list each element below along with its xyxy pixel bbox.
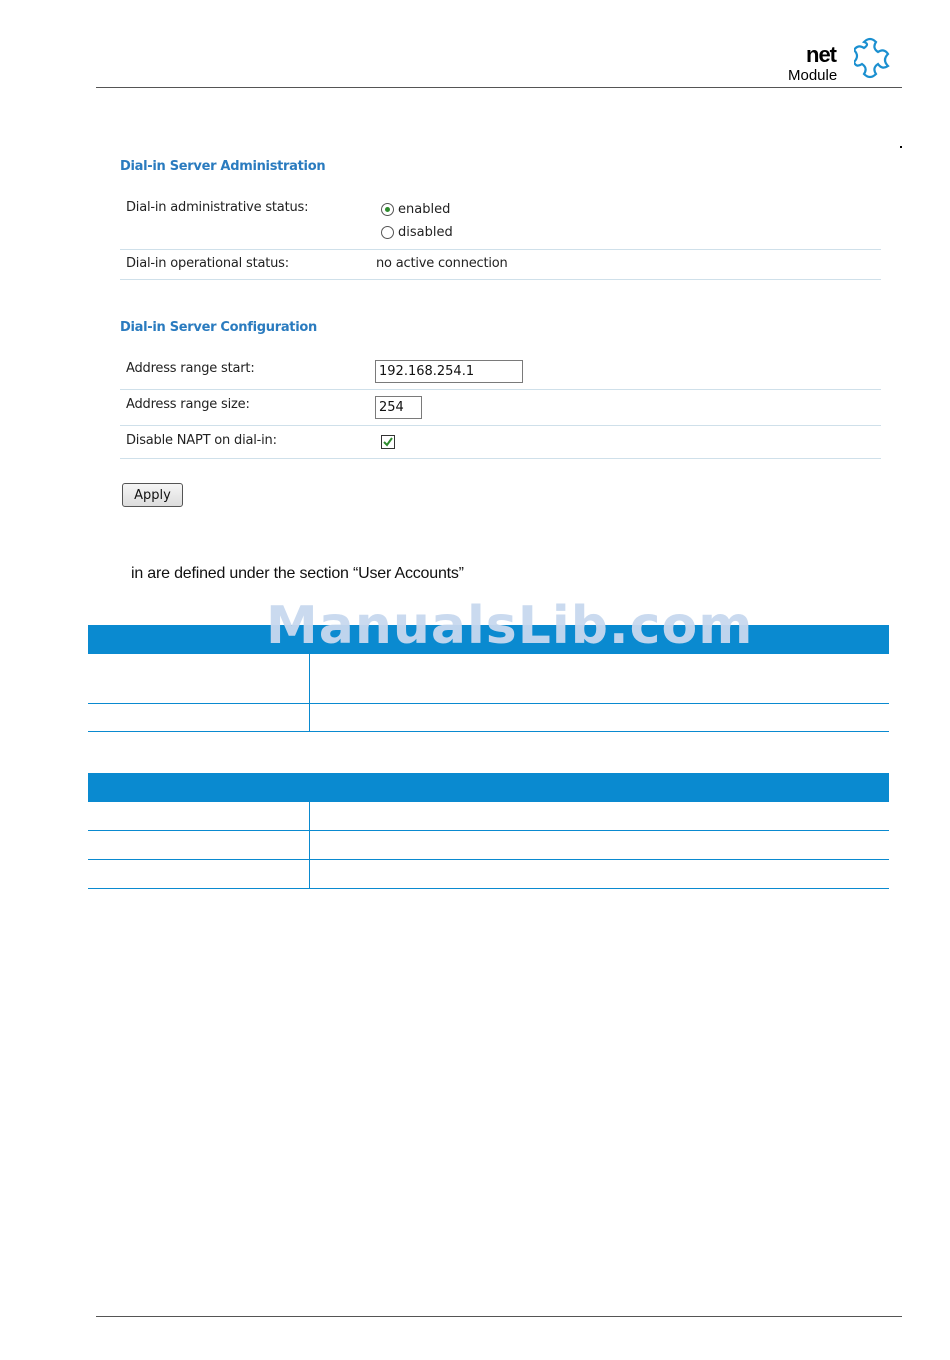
checkmark-icon xyxy=(383,437,393,447)
napt-label: Disable NAPT on dial-in: xyxy=(126,433,277,448)
oper-status-row xyxy=(120,250,881,280)
table-row xyxy=(88,704,889,732)
admin-status-label: Dial-in administrative status: xyxy=(126,200,309,215)
body-paragraph: in are defined under the section “User Accounts” xyxy=(131,565,464,582)
table-row xyxy=(88,831,889,860)
radio-enabled[interactable] xyxy=(381,202,450,217)
table-row xyxy=(88,860,889,889)
radio-disabled[interactable] xyxy=(381,225,453,240)
range-start-input[interactable]: 192.168.254.1 xyxy=(375,360,523,383)
watermark: ManualsLib.com xyxy=(266,596,754,656)
radio-enabled-icon[interactable] xyxy=(381,203,394,216)
footer-rule xyxy=(96,1316,902,1317)
apply-button[interactable]: Apply xyxy=(122,483,183,507)
config-section-title: Dial-in Server Configuration xyxy=(120,320,317,335)
radio-disabled-icon[interactable] xyxy=(381,226,394,239)
oper-status-value: no active connection xyxy=(376,256,508,271)
header-rule xyxy=(96,87,902,88)
admin-section-title: Dial-in Server Administration xyxy=(120,159,326,174)
parameter-table-2 xyxy=(88,773,889,889)
range-size-row xyxy=(120,390,881,426)
table-row xyxy=(88,802,889,831)
stray-dot xyxy=(900,146,902,148)
napt-row xyxy=(120,426,881,459)
admin-status-row xyxy=(120,192,881,250)
range-start-label: Address range start: xyxy=(126,361,255,376)
oper-status-label: Dial-in operational status: xyxy=(126,256,289,271)
logo-module-text: Module xyxy=(788,67,838,84)
puzzle-icon xyxy=(854,36,900,86)
table-2-header xyxy=(88,773,889,802)
radio-disabled-label: disabled xyxy=(398,225,453,240)
logo-net-text: net xyxy=(806,42,836,67)
range-size-input[interactable]: 254 xyxy=(375,396,422,419)
range-size-label: Address range size: xyxy=(126,397,250,412)
napt-checkbox[interactable] xyxy=(381,435,395,449)
table-row xyxy=(88,654,889,704)
netmodule-logo xyxy=(786,36,902,86)
radio-enabled-label: enabled xyxy=(398,202,451,217)
